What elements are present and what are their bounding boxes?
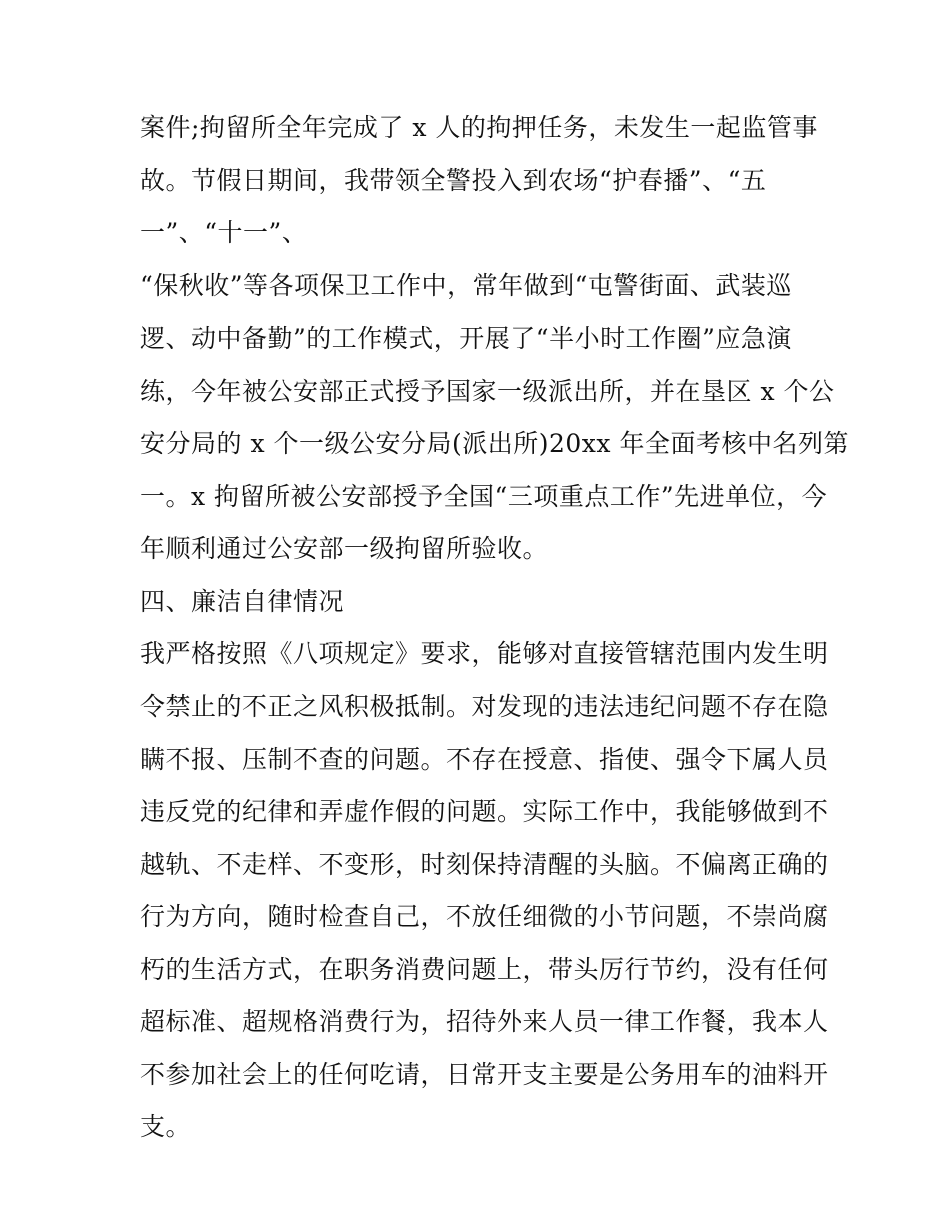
text-line: 故。节假日期间，我带领全警投入到农场“护春播”、“五 <box>140 166 767 195</box>
text-line: 案件;拘留所全年完成了 x 人的拘押任务，未发生一起监管事 <box>140 113 818 142</box>
text-line: 支。 <box>140 1112 192 1141</box>
text-line: 练，今年被公安部正式授予国家一级派出所，并在垦区 x 个公 <box>140 377 835 406</box>
text-line: “保秋收”等各项保卫工作中，常年做到“屯警街面、武装巡 <box>140 271 792 300</box>
text-line: 安分局的 x 个一级公安分局(派出所)20xx 年全面考核中名列第 <box>140 429 849 458</box>
text-line: 越轨、不走样、不变形，时刻保持清醒的头脑。不偏离正确的 <box>140 850 829 879</box>
text-line: 行为方向，随时检查自己，不放任细微的小节问题，不崇尚腐 <box>140 902 829 931</box>
text-line: 年顺利通过公安部一级拘留所验收。 <box>140 534 549 563</box>
text-line: 不参加社会上的任何吃请，日常开支主要是公务用车的油料开 <box>140 1060 829 1089</box>
text-line: 瞒不报、压制不查的问题。不存在授意、指使、强令下属人员 <box>140 745 829 774</box>
text-line: 超标准、超规格消费行为，招待外来人员一律工作餐，我本人 <box>140 1007 829 1036</box>
text-line: 违反党的纪律和弄虚作假的问题。实际工作中，我能够做到不 <box>140 797 829 826</box>
text-line: 逻、动中备勤”的工作模式，开展了“半小时工作圈”应急演 <box>140 324 792 353</box>
text-line: 我严格按照《八项规定》要求，能够对直接管辖范围内发生明 <box>140 639 829 668</box>
text-line: 一”、“十一”、 <box>140 218 308 247</box>
text-line: 令禁止的不正之风积极抵制。对发现的违法违纪问题不存在隐 <box>140 692 829 721</box>
text-line: 一。x 拘留所被公安部授予全国“三项重点工作”先进单位，今 <box>140 482 828 511</box>
section-heading: 四、廉洁自律情况 <box>140 587 345 616</box>
text-line: 朽的生活方式，在职务消费问题上，带头厉行节约，没有任何 <box>140 955 829 984</box>
